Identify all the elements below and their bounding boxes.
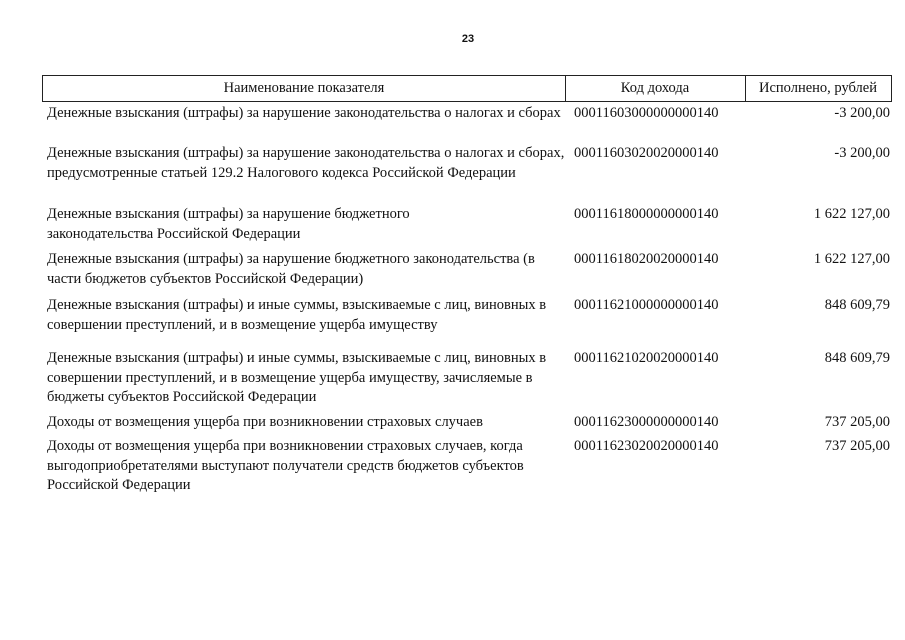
row-code: 00011618020020000140 [574,251,719,267]
row-code: 00011603000000000140 [574,105,719,121]
page-number: 23 [461,33,475,45]
row-amount: 737 205,00 [824,414,890,430]
row-amount: 1 622 127,00 [813,206,890,222]
row-name: Денежные взыскания (штрафы) за нарушение бюджетного законодательства Российской Федерации [47,206,410,242]
row-name: Доходы от возмещения ущерба при возникновении страховых случаев [47,414,483,430]
row-name: Денежные взыскания (штрафы) за нарушение законодательства о налогах и сборах [47,105,561,121]
row-amount: 848 609,79 [824,297,890,313]
row-code: 00011618000000000140 [574,206,719,222]
row-amount: -3 200,00 [834,105,890,121]
row-name: Денежные взыскания (штрафы) и иные суммы, взыскиваемые с лиц, виновных в совершении преступлений, и в возмещение ущерба имуществу, зачисляемые в бюджеты субъектов Российской Федерации [47,350,547,405]
header-name: Наименование показателя [43,76,566,101]
header-code: Код дохода [565,76,746,101]
row-code: 00011603020020000140 [574,145,719,161]
table-header [42,75,892,102]
row-name: Денежные взыскания (штрафы) и иные суммы, взыскиваемые с лиц, виновных в совершении преступлений, и в возмещение ущерба имуществу [47,297,547,333]
row-amount: -3 200,00 [834,145,890,161]
row-name: Денежные взыскания (штрафы) за нарушение законодательства о налогах и сборах, предусмотренные статьей 129.2 Налогового кодекса Российской Федерации [47,145,565,181]
row-code: 00011621000000000140 [574,297,719,313]
row-amount: 1 622 127,00 [813,251,890,267]
row-code: 00011623020020000140 [574,438,719,454]
row-amount: 737 205,00 [824,438,890,454]
row-name: Денежные взыскания (штрафы) за нарушение бюджетного законодательства (в части бюджетов субъектов Российской Федерации) [47,251,535,287]
header-amount: Исполнено, рублей [759,80,877,96]
row-code: 00011621020020000140 [574,350,719,366]
row-code: 00011623000000000140 [574,414,719,430]
row-name: Доходы от возмещения ущерба при возникновении страховых случаев, когда выгодоприобретателями выступают получатели средств бюджетов субъектов Российской Федерации [47,438,524,493]
row-amount: 848 609,79 [824,350,890,366]
